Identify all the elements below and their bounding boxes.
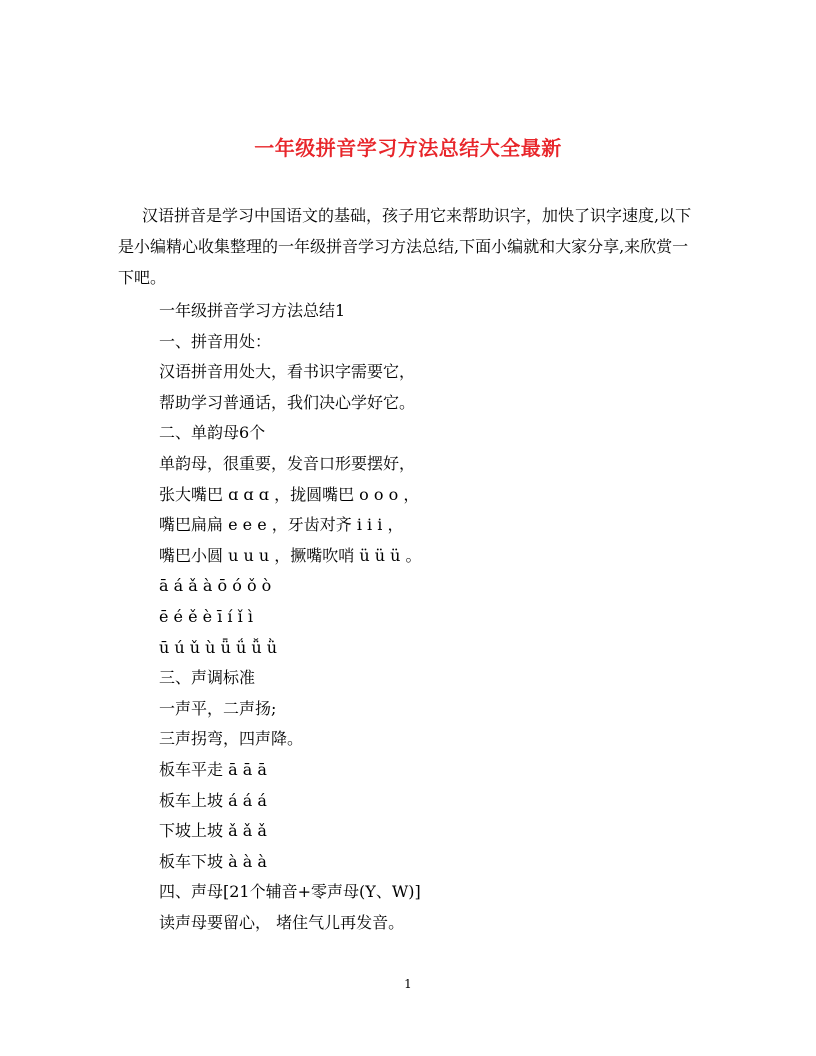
text-line: 三、声调标准 [159,668,256,688]
text-line: 汉语拼音用处大，看书识字需要它， [159,362,416,382]
text-line: 张大嘴巴 ɑ ɑ ɑ ，拢圆嘴巴 o o o ， [159,484,420,504]
text-line: 嘴巴小圆 u u u ，撅嘴吹哨 ü ü ü 。 [159,545,422,565]
text-line: ā á ǎ à ō ó ǒ ò [159,576,272,596]
text-line: 帮助学习普通话，我们决心学好它。 [159,392,416,412]
text-line: ē é ě è ī í ǐ ì [159,606,253,626]
text-line: 一、拼音用处： [159,331,272,351]
text-line: 单韵母，很重要，发音口形要摆好， [159,453,416,473]
text-line: ū ú ǔ ù ǖ ǘ ǚ ǜ [159,637,278,657]
text-line: 板车平走 ā ā ā [159,759,267,779]
text-line: 一声平，二声扬; [159,698,277,718]
text-line: 四、声母[21个辅音+零声母(Y、W)] [159,882,421,902]
text-line: 二、单韵母6个 [159,423,266,443]
intro-paragraph: 汉语拼音是学习中国语文的基础，孩子用它来帮助识字，加快了识字速度,以下是小编精心收集整理的一年级拼音学习方法总结,下面小编就和大家分享,来欣赏一下吧。 [118,206,692,287]
text-line: 嘴巴扁扁 e e e ，牙齿对齐 i i i ， [159,515,404,535]
text-line: 板车下坡 à à à [159,851,267,871]
text-line: 板车上坡 á á á [159,790,267,810]
page-number: 1 [404,977,412,991]
text-line: 三声拐弯，四声降。 [159,729,304,749]
text-line: 下坡上坡 ǎ ǎ ǎ [159,821,267,841]
document-title: 一年级拼音学习方法总结大全最新 [254,136,562,160]
text-line: 一年级拼音学习方法总结1 [159,301,346,320]
body-lines [159,296,719,938]
text-line: 读声母要留心， 堵住气儿再发音。 [159,912,405,932]
